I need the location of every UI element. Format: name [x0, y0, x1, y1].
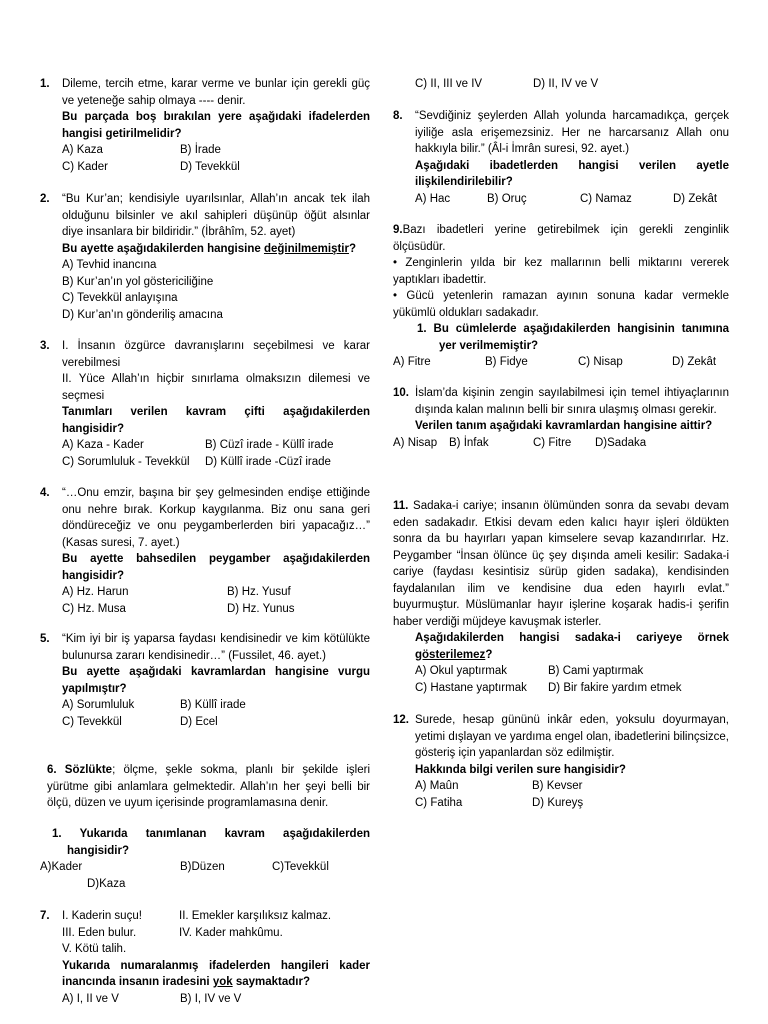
- statement-i: I. Kaderin suçu!: [62, 910, 142, 922]
- option-c[interactable]: C) Hastane yaptırmak: [415, 681, 527, 694]
- question-prompt: Bu ayette aşağıdakilerden hangisine değinilmemiştir?: [62, 242, 356, 255]
- question-prompt: Verilen tanım aşağıdaki kavramlardan hangisine aittir?: [415, 420, 713, 432]
- question-prompt: Yukarıda numaralanmış ifadelerden hangileri kader inancında insanın iradesini yok saymaktadır?: [62, 959, 370, 988]
- option-b[interactable]: B) I, IV ve V: [180, 992, 242, 1005]
- option-a[interactable]: A) Tevhid inancına: [62, 259, 157, 271]
- question-6: [47, 762, 370, 812]
- question-text: “Bu Kur’an; kendisiyle uyarılsınlar, Allah’ın ancak tek ilah olduğunu bilsinler ve akıl sahipleri düşünüp öğüt alsınlar diye insanlara bir bildiridir.” (İbrâhîm, 52. ayet): [62, 193, 370, 238]
- question-prompt: Aşağıdaki ibadetlerden hangisi verilen ayetle ilişkilendirilebilir?: [415, 159, 729, 188]
- question-text: Dileme, tercih etme, karar verme ve bunlar için gerekli güç ve yeteneğe sahip olmaya ---- denir.: [62, 78, 370, 107]
- statement-ii: II. Yüce Allah’ın hiçbir sınırlama olmaksızın dilemesi ve seçmesi: [62, 373, 370, 402]
- question-number: 2.: [40, 193, 50, 205]
- question-prompt: Tanımları verilen kavram çifti aşağıdakilerden hangisidir?: [62, 406, 370, 435]
- question-10: [393, 385, 729, 451]
- question-2: [40, 191, 370, 323]
- option-d[interactable]: D) Bir fakire yardım etmek: [548, 681, 682, 694]
- option-d-row: [87, 876, 370, 893]
- option-b[interactable]: B) İrade: [180, 144, 221, 156]
- options: [62, 257, 370, 323]
- option-c[interactable]: C) Fitre: [533, 436, 572, 449]
- question-prompt: Hakkında bilgi verilen sure hangisidir?: [415, 763, 626, 776]
- question-prompt: Bu ayette bahsedilen peygamber aşağıdakilerden hangisidir?: [62, 553, 370, 582]
- option-c[interactable]: C) Namaz: [580, 192, 632, 205]
- option-d[interactable]: D) Tevekkül: [180, 160, 240, 173]
- question-text: Surede, hesap gününü inkâr eden, yoksulu doyurmayan, yetimi dışlayan ve yardıma engel olan, ibadetlerini bilinçsizce, gösteriş için yapanlardan söz edilmiştir.: [415, 714, 729, 759]
- option-d[interactable]: D)Sadaka: [595, 436, 647, 449]
- option-d[interactable]: D) Hz. Yunus: [227, 602, 295, 615]
- option-c[interactable]: C) Hz. Musa: [62, 602, 126, 615]
- question-1: [40, 76, 370, 175]
- option-a[interactable]: A) Hz. Harun: [62, 586, 129, 598]
- options: [40, 859, 370, 876]
- question-prompt: 1. Bu cümlelerde aşağıdakilerden hangisinin tanımına yer verilmemiştir?: [417, 323, 729, 352]
- question-7-options-continued: [415, 76, 735, 93]
- question-12: [393, 712, 729, 811]
- options: [62, 584, 370, 617]
- option-b[interactable]: B) Kur’an’ın yol göstericiliğine: [62, 275, 214, 288]
- option-b[interactable]: B) Oruç: [487, 192, 527, 205]
- option-c[interactable]: C)Tevekkül: [272, 861, 329, 873]
- question-text: 6. Sözlükte; ölçme, şekle sokma, planlı bir şekilde işleri yürütme gibi anlamlara gelmektedir. Allah’ın her şeyi belli bir ölçü, düzen ve uyum içerisinde programlamasına denir.: [47, 764, 370, 809]
- options: [393, 435, 729, 452]
- option-d[interactable]: D) Küllî irade -Cüzî irade: [205, 455, 331, 468]
- statement-iii: III. Eden bulur.: [62, 926, 137, 939]
- options: [62, 142, 370, 175]
- question-text: 11. Sadaka-i cariye; insanın ölümünden sonra da sevabı devam eden sadakadır. Etkisi devam eden kalıcı hayır işleri öldükten sonra da bu hayırları yapan kimselere sevap kazandırırlar. Hz. Peygamber “İnsan ölünce üç şey dışında ameli kesilir: Sadaka-i cariye (faydası kesintisiz sürüp giden sadaka), kendisinden faydalanılan ilim ve kendisine dua eden hayırlı evlat.” buyurmuştur. Müslümanlar hayır işlerine koşarak hadis-i şerifin haber verdiği müjdeye kavuşmak isterler.: [393, 500, 729, 628]
- option-b[interactable]: B)Düzen: [180, 861, 225, 873]
- question-prompt: Bu ayette aşağıdaki kavramlardan hangisine vurgu yapılmıştır?: [62, 666, 370, 695]
- statements: [62, 908, 370, 958]
- question-text: “…Onu emzir, başına bir şey gelmesinden endişe ettiğinde onu nehre bırak. Korkup kaygılanma. Biz onu sana geri döndüreceğiz ve onu peygamberlerden biri yapacağız…” (Kasas suresi, 7. ayet.): [62, 487, 370, 549]
- question-11: [393, 498, 729, 696]
- option-d[interactable]: D) Ecel: [180, 715, 218, 728]
- option-a[interactable]: A) Hac: [415, 192, 451, 205]
- statement-iv: IV. Kader mahkûmu.: [179, 926, 283, 939]
- option-b[interactable]: B) Hz. Yusuf: [227, 586, 291, 598]
- option-c[interactable]: C) Kader: [62, 160, 109, 173]
- question-prompt: Bu parçada boş bırakılan yere aşağıdaki ifadelerden hangisi getirilmelidir?: [62, 111, 370, 140]
- option-a[interactable]: A) Fitre: [393, 356, 431, 368]
- statement-ii: II. Emekler karşılıksız kalmaz.: [179, 910, 332, 922]
- option-a[interactable]: A) I, II ve V: [62, 992, 119, 1005]
- option-b[interactable]: B) Cüzî irade - Küllî irade: [205, 439, 334, 451]
- options: [415, 663, 729, 696]
- question-number: 12.: [393, 714, 409, 726]
- statement-v: V. Kötü talih.: [62, 943, 127, 955]
- question-text: 9.Bazı ibadetleri yerine getirebilmek için gerekli zenginlik ölçüsüdür.: [393, 224, 729, 253]
- options: [415, 76, 735, 93]
- options: [62, 991, 370, 1008]
- option-b[interactable]: B) İnfak: [449, 436, 489, 449]
- option-d[interactable]: D) Zekât: [673, 192, 718, 205]
- question-text: “Kim iyi bir iş yaparsa faydası kendisinedir ve kim kötülükte bulunursa zararı kendisinedir…” (Fussilet, 46. ayet.): [62, 633, 370, 662]
- question-number: 5.: [40, 633, 50, 645]
- option-b[interactable]: B) Küllî irade: [180, 699, 246, 711]
- question-text: İslam’da kişinin zengin sayılabilmesi için temel ihtiyaçlarının dışında kalan malının belli bir sınıra ulaşmış olması gerekir.: [415, 387, 729, 416]
- option-d[interactable]: D)Kaza: [87, 877, 126, 890]
- question-number: 7.: [40, 910, 50, 922]
- option-b[interactable]: B) Fidye: [485, 356, 528, 368]
- option-c[interactable]: C) Fatiha: [415, 796, 463, 809]
- question-text: “Sevdiğiniz şeylerden Allah yolunda harcamadıkça, gerçek iyiliğe asla erişemezsiniz. Her ne harcarsanız Allah onu hakkıyla bilir.” (Âl-i İmrân suresi, 92. ayet.): [415, 110, 729, 155]
- option-d[interactable]: D) Zekât: [672, 356, 717, 368]
- question-4: [40, 485, 370, 617]
- option-a[interactable]: A) Maûn: [415, 780, 459, 792]
- question-prompt: 1. Yukarıda tanımlanan kavram aşağıdakilerden hangisidir?: [52, 828, 370, 857]
- options: [415, 778, 729, 811]
- options: [393, 354, 729, 371]
- option-c[interactable]: C) II, III ve IV: [415, 78, 483, 90]
- question-prompt: Aşağıdakilerden hangisi sadaka-i cariyeye örnek gösterilemez?: [415, 632, 729, 661]
- question-number: 1.: [40, 78, 50, 90]
- option-d[interactable]: D) Kur’an’ın gönderiliş amacına: [62, 308, 223, 321]
- options: [415, 191, 729, 208]
- options: [62, 697, 370, 730]
- option-a[interactable]: A) Kaza: [62, 144, 103, 156]
- question-7: [40, 908, 370, 1007]
- option-a[interactable]: A) Kaza - Kader: [62, 439, 144, 451]
- option-d[interactable]: D) Kureyş: [532, 796, 584, 809]
- bullet-1: • Zenginlerin yılda bir kez mallarının belli miktarını vererek yaptıkları ibadettir.: [393, 257, 729, 286]
- question-8: [393, 108, 729, 207]
- question-number: 8.: [393, 110, 403, 122]
- question-number: 3.: [40, 340, 50, 352]
- statement-i: I. İnsanın özgürce davranışlarını seçebilmesi ve karar verebilmesi: [62, 340, 370, 369]
- question-number: 10.: [393, 387, 409, 399]
- option-a[interactable]: A) Nisap: [393, 436, 438, 449]
- option-b[interactable]: B) Cami yaptırmak: [548, 665, 644, 677]
- options: [62, 437, 370, 470]
- option-c[interactable]: C) Sorumluluk - Tevekkül: [62, 455, 190, 468]
- option-c[interactable]: C) Nisap: [578, 356, 623, 368]
- option-a[interactable]: A)Kader: [40, 861, 83, 873]
- question-9: [393, 222, 729, 371]
- option-c[interactable]: C) Tevekkül: [62, 715, 122, 728]
- question-3: [40, 338, 370, 470]
- option-b[interactable]: B) Kevser: [532, 780, 583, 792]
- question-number: 4.: [40, 487, 50, 499]
- question-6-prompt: [40, 826, 370, 892]
- option-c[interactable]: C) Tevekkül anlayışına: [62, 292, 178, 304]
- question-5: [40, 631, 370, 730]
- option-a[interactable]: A) Sorumluluk: [62, 699, 135, 711]
- bullet-2: • Gücü yetenlerin ramazan ayının sonuna kadar vermekle yükümlü oldukları sadakadır.: [393, 290, 729, 319]
- option-d[interactable]: D) II, IV ve V: [533, 78, 599, 90]
- option-a[interactable]: A) Okul yaptırmak: [415, 665, 508, 677]
